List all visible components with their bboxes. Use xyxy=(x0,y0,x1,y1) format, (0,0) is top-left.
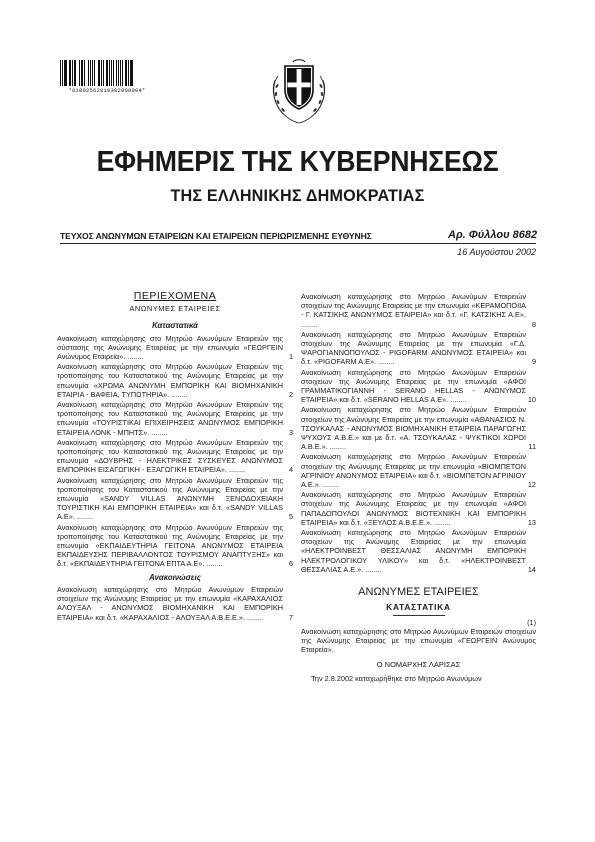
toc-entry-text xyxy=(57,438,293,475)
barcode-bar xyxy=(77,60,78,86)
toc-entry-text xyxy=(301,452,536,489)
toc-entry-rest: Εταιρειών της σύστασης της Ανώνυμης Εταιρείας με την επωνυμία «ΓΕΩΡΓΕΙΝ Ανώνυμος Εταιρεία». ........ xyxy=(57,333,283,362)
contents-subtitle: ΑΝΩΝΥΜΕΣ ΕΤΑΙΡΕΙΕΣ xyxy=(129,304,221,314)
toc-entry-text xyxy=(57,476,293,522)
toc-entry-first-line: Ανακοίνωση καταχώρησης στο Μητρώο Ανωνύμων xyxy=(301,405,487,415)
item-number: (1) xyxy=(527,617,536,627)
barcode-bar xyxy=(116,60,117,86)
toc-entry xyxy=(301,368,536,405)
toc-page-number: 1 xyxy=(288,352,293,362)
toc-entry-first-line: Ανακοίνωση καταχώρησης στο Μητρώο Ανωνύμων xyxy=(57,400,232,410)
toc-entry-text xyxy=(301,528,536,574)
barcode-bar xyxy=(134,60,135,86)
section-statutes-heading: Καταστατικά xyxy=(152,321,198,331)
toc-entry-first-line: Ανακοίνωση καταχώρησης στο Μητρώο Ανωνύμων xyxy=(301,490,487,500)
barcode-bar xyxy=(75,60,76,86)
toc-entry xyxy=(57,523,293,569)
toc-page-number: 6 xyxy=(288,559,293,569)
toc-entry-first-line: Ανακοίνωση καταχώρησης στο Μητρώο Ανωνύμων xyxy=(301,367,487,377)
toc-page-number: 5 xyxy=(288,512,293,522)
barcode-bar xyxy=(65,60,66,86)
toc-entry xyxy=(57,476,293,522)
body-heading: ΑΝΩΝΥΜΕΣ ΕΤΑΙΡΕΙΕΣ xyxy=(358,586,479,599)
barcode-bar xyxy=(60,60,61,86)
toc-entry xyxy=(301,528,536,574)
barcode-bar xyxy=(74,60,75,86)
barcode-bar xyxy=(118,60,119,86)
toc-entry xyxy=(57,438,293,475)
barcode-bar xyxy=(106,60,108,86)
barcode-bar xyxy=(98,60,99,86)
barcode-bar xyxy=(99,60,100,86)
barcode-bar xyxy=(130,60,131,86)
issue-label: ΤΕΥΧΟΣ ΑΝΩΝΥΜΩΝ ΕΤΑΙΡΕΙΩΝ ΚΑΙ ΕΤΑΙΡΕΙΩΝ ΠΕΡΙΩΡΙΣΜΕΝΗΣ ΕΥΘΥΝΗΣ xyxy=(60,231,372,241)
toc-entry-first-line: Ανακοίνωση καταχώρησης στο Μητρώο Ανωνύμων xyxy=(57,333,232,343)
barcode-bar xyxy=(131,60,132,86)
toc-entry-rest: Εταιρειών στοιχείων της Ανώνυμης Εταιρείας με την επωνυμία «ΚΕΡΑΜΟΠΟΙΙΑ - Γ. ΚΑΤΣΙΚΗΣ ΑΝΩΝΥΜΟΣ ΕΤΑΙΡΕΙΑ» και δ.τ. «Γ. ΚΑΤΣΙΚΗΣ Α.Ε». ........ xyxy=(301,292,526,329)
barcode-number: *01002562010302900004* xyxy=(68,87,146,94)
toc-entry-text xyxy=(57,334,293,362)
toc-entry-text xyxy=(301,405,536,451)
toc-page-number: 7 xyxy=(288,612,293,622)
toc-entry-rest: Εταιρειών στοιχείων της Ανώνυμης Εταιρείας με την επωνυμία «ΒΙΟΜΠΕΤΟΝ ΑΓΡΙΝΙΟΥ ΑΝΩΝΥΜΟΣ ΕΤΑΙΡΕΙΑ» και δ.τ. «ΒΙΟΜΠΕΤΟΝ ΑΓΡΙΝΙΟΥ Α.Ε.». ........ xyxy=(301,452,526,490)
toc-entry-text xyxy=(57,523,293,569)
toc-entry-first-line: Ανακοίνωση καταχώρησης στο Μητρώο Ανωνύμων xyxy=(301,452,487,462)
contents-title: ΠΕΡΙΕΧΟΜΕΝΑ xyxy=(133,290,217,302)
toc-entry-text xyxy=(301,490,536,527)
toc-entry-rest: Εταιρειών στοιχείων της Ανώνυμης Εταιρείας με την επωνυμία «Γ.Δ. ΨΑΡΟΓΙΑΝΝΟΠΟΥΛΟΣ - PIGOFARM ΑΝΩΝΥΜΟΣ ΕΤΑΙΡΕΙΑ» και δ.τ. «PIGOFARM A.E». ........ xyxy=(301,329,526,367)
toc-page-number: 10 xyxy=(527,395,536,405)
toc-entry-text xyxy=(301,292,536,329)
toc-entry-first-line: Ανακοίνωση καταχώρησης στο Μητρώο Ανωνύμων xyxy=(57,475,232,485)
toc-entry-rest: Εταιρειών της τροποποίησης του Καταστατικού της Ανώνυμης Εταιρείας με την επωνυμία «ΕΚΠΑΙΔΕΥΤΗΡΙΑ ΓΕΙΤΟΝΑ ΑΝΩΝΥΜΟΣ ΕΤΑΙΡΕΙΑ ΕΚΠΑΙΔΕΥΣΗΣ ΠΕΡΙΒΑΛΛΟΝΤΟΣ ΤΟΥΡΙΣΜΟΥ ΑΝΑΠΤΥΞΗΣ» και δ.τ. «ΕΚΠΑΙΔΕΥΤΗΡΙΑ ΓΕΙΤΟΝΑ ΕΠΤΑ Α.Ε». ........ xyxy=(57,522,283,569)
toc-entry xyxy=(57,400,293,437)
toc-entry xyxy=(301,452,536,489)
gazette-title: ΕΦΗΜΕΡΙΣ ΤΗΣ ΚΥΒΕΡΝΗΣΕΩΣ xyxy=(96,146,499,178)
barcode-bar xyxy=(120,60,121,86)
barcode-bar xyxy=(113,60,114,86)
barcode-bars xyxy=(60,60,154,86)
announcement-entry-list xyxy=(57,585,293,622)
toc-entry-first-line: Ανακοίνωση καταχώρησης στο Μητρώο Ανωνύμων xyxy=(57,522,232,532)
body-last-line: Την 2.8.2002 καταχωρήθηκε στο Μητρώο Ανωνύμων xyxy=(311,673,482,683)
toc-entry-text xyxy=(57,585,293,622)
toc-entry-rest: Εταιρειών στοιχείων της Ανώνυμης Εταιρείας με την επωνυμία «ΗΛΕΚΤΡΟΙΝΒΕΣΤ ΘΕΣΣΑΛΙΑΣ ΑΝΩΝΥΜΗ ΕΜΠΟΡΙΚΗ ΗΛΕΚΤΡΟΛΟΓΙΚΟΥ ΥΛΙΚΟΥ» και δ.τ. «ΗΛΕΚΤΡΟΙΝΒΕΣΤ ΘΕΣΣΑΛΙΑΣ Α.Ε.». ........ xyxy=(301,528,526,574)
right-entry-list xyxy=(301,292,536,574)
toc-entry-text xyxy=(301,368,536,405)
gazette-subtitle: ΤΗΣ ΕΛΛΗΝΙΚΗΣ ΔΗΜΟΚΡΑΤΙΑΣ xyxy=(170,186,425,205)
toc-entry xyxy=(301,292,536,329)
toc-entry-rest: Εταιρειών στοιχείων της Ανώνυμης Εταιρείας με την επωνυμία «ΚΑΡΑΧΑΛΙΟΣ ΑΛΟΥΞΑΛ - ΑΝΩΝΥΜΟΣ ΒΙΟΜΗΧΑΝΙΚΗ ΚΑΙ ΕΜΠΟΡΙΚΗ ΕΤΑΙΡΕΙΑ» και δ.τ. «ΚΑΡΑΧΑΛΙΟΣ - ΑΛΟΥΞΑΛ Α.Β.Ε.Ε.». ........ xyxy=(57,584,283,622)
toc-entry-first-line: Ανακοίνωση καταχώρησης στο Μητρώο Ανωνύμων xyxy=(301,528,487,538)
toc-page-number: 8 xyxy=(531,319,536,329)
toc-page-number: 12 xyxy=(527,480,536,490)
header-divider xyxy=(60,243,536,244)
toc-entry-rest: Εταιρειών στοιχείων της Ανώνυμης Εταιρείας με την επωνυμία «ΑΦΟΙ ΓΡΑΜΜΑΤΙΚΟΓΙΑΝΝΗ - SERANO HELLAS - ΑΝΩΝΥΜΟΣ ΕΤΑΙΡΕΙΑ» και δ.τ. «SERANO HELLAS A.E». ........ xyxy=(301,367,526,405)
toc-entry-first-line: Ανακοίνωση καταχώρησης στο Μητρώο Ανωνύμων xyxy=(301,292,487,301)
toc-entry xyxy=(301,330,536,367)
barcode-bar xyxy=(128,60,129,86)
toc-page-number: 2 xyxy=(288,389,293,399)
toc-page-number: 14 xyxy=(527,564,536,574)
contents-right-column xyxy=(301,292,536,683)
barcode-bar xyxy=(79,60,80,86)
toc-entry xyxy=(301,490,536,527)
body-subheading: ΚΑΤΑΣΤΑΤΙΚΑ xyxy=(386,602,451,613)
barcode-bar xyxy=(69,60,71,86)
sheet-number: Αρ. Φύλλου 8682 xyxy=(448,229,538,241)
toc-entry-rest: Εταιρειών στοιχείων της Ανώνυμης Εταιρείας με την επωνυμία «ΑΘΑΝΑΣΙΟΣ Ν. ΤΣΟΥΚΑΛΑΣ - ΑΝΩΝΥΜΟΣ ΒΙΟΜΗΧΑΝΙΚΗ ΕΤΑΙΡΕΙΑ ΠΑΡΑΓΩΓΗΣ ΨΥΧΟΥΣ Α.Β.Ε.» και με δ.τ. «Α. ΤΣΟΥΚΑΛΑΣ - ΨΥΚΤΙΚΟΙ ΧΩΡΟΙ Α.Β.Ε.». ........ xyxy=(301,405,526,452)
toc-page-number: 4 xyxy=(288,465,293,475)
barcode-bar xyxy=(115,60,116,86)
toc-page-number: 9 xyxy=(531,357,536,367)
toc-entry xyxy=(57,362,293,399)
item-text: Ανακοίνωση καταχώρησης στο Μητρώο Ανωνύμων Εταιρειών στοιχείων της Ανώνυμης Εταιρείας με την επωνυμία «ΓΕΩΡΓΕΙΝ Ανώνυμος Εταιρεία». xyxy=(301,626,536,655)
issue-date: 16 Αυγούστου 2002 xyxy=(457,247,536,257)
toc-entry-first-line: Ανακοίνωση καταχώρησης στο Μητρώο Ανωνύμων xyxy=(57,362,232,372)
toc-entry-rest: Εταιρειών της τροποποίησης του Καταστατικού της Ανώνυμης Εταιρείας με την επωνυμία «ΧΡΩΜΑ ΑΝΩΝΥΜΗ ΕΜΠΟΡΙΚΗ ΚΑΙ ΒΙΟΜΗΧΑΝΙΚΗ ΕΤΑΙΡΙΑ - ΒΑΦΕΙΑ, ΤΥΠΩΤΗΡΙΑ». ........ xyxy=(57,362,283,399)
barcode-bar xyxy=(94,60,95,86)
barcode-bar xyxy=(82,60,83,86)
barcode-bar xyxy=(86,60,87,86)
toc-entry-rest: Εταιρειών στοιχείων της Ανώνυμης Εταιρείας με την επωνυμία «ΑΦΟΙ ΠΑΠΑΔΟΠΟΥΛΟΙ ΑΝΩΝΥΜΟΣ ΒΙΟΤΕΧΝΙΚΗ ΚΑΙ ΕΜΠΟΡΙΚΗ ΕΤΑΙΡΕΙΑ» και δ.τ. «ΞΕΥΛΟΣ Α.Β.Ε.Ε.». ........ xyxy=(301,490,526,527)
barcode-bar xyxy=(62,60,63,86)
contents-left-column xyxy=(57,292,293,623)
barcode-bar xyxy=(123,60,124,86)
toc-entry xyxy=(57,585,293,622)
barcode-bar xyxy=(84,60,85,86)
toc-page-number: 13 xyxy=(527,517,536,527)
toc-entry xyxy=(57,334,293,362)
toc-entry-first-line: Ανακοίνωση καταχώρησης στο Μητρώο Ανωνύμων xyxy=(57,437,232,447)
toc-entry-first-line: Ανακοίνωση καταχώρησης στο Μητρώο Ανωνύμων xyxy=(57,584,244,594)
toc-entry-rest: Εταιρειών της τροποποίησης του Καταστατικού της Ανώνυμης Εταιρείας με την επωνυμία «SANDY VILLAS ΑΝΩΝΥΜΗ ΞΕΝΟΔΟΧΕΙΑΚΗ ΤΟΥΡΙΣΤΙΚΗ ΚΑΙ ΕΜΠΟΡΙΚΗ ΕΤΑΙΡΕΙΑ» και δ.τ. «SANDY VILLAS Α.Ε». ........ xyxy=(57,475,283,522)
barcode-bar xyxy=(88,60,89,86)
barcode xyxy=(60,60,154,96)
left-entry-list xyxy=(57,334,293,569)
toc-entry-rest: Εταιρειών της τροποποίησης του Καταστατικού της Ανώνυμης Εταιρείας με την επωνυμία «ΔΟΥΒΡΗΣ - ΗΛΕΚΤΡΙΚΕΣ ΣΥΣΚΕΥΕΣ ΑΝΩΝΥΜΟΣ ΕΜΠΟΡΙΚΗ ΕΙΣΑΓΩΓΙΚΗ - ΕΞΑΓΩΓΙΚΗ ΕΤΑΙΡΕΙΑ». ........ xyxy=(57,437,283,475)
barcode-bar xyxy=(64,60,65,86)
barcode-bar xyxy=(90,60,92,86)
subheading-rule xyxy=(393,615,445,616)
barcode-bar xyxy=(96,60,97,86)
toc-entry-rest: Εταιρειών της τροποποίησης του Καταστατικού της Ανώνυμης Εταιρείας με την επωνυμία «ΤΟΥΡΙΣΤΙΚΑΙ ΕΠΙΧΕΙΡΗΣΕΙΣ ΑΝΩΝΥΜΟΣ ΕΜΠΟΡΙΚΗ ΕΤΑΙΡΕΙΑ ΛΟΝΚ - ΜΠΗΤΣ». ........ xyxy=(57,400,283,437)
barcode-bar xyxy=(92,60,93,86)
barcode-bar xyxy=(103,60,104,86)
greek-coat-of-arms-emblem xyxy=(268,56,330,126)
barcode-bar xyxy=(122,60,123,86)
barcode-bar xyxy=(101,60,102,86)
authority-line: Ο ΝΟΜΑΡΧΗΣ ΛΑΡΙΣΑΣ xyxy=(376,660,461,670)
toc-page-number: 3 xyxy=(288,427,293,437)
barcode-bar xyxy=(105,60,106,86)
toc-entry-text xyxy=(301,330,536,367)
toc-entry-first-line: Ανακοίνωση καταχώρησης στο Μητρώο Ανωνύμων xyxy=(301,329,487,339)
toc-entry xyxy=(301,405,536,451)
barcode-bar xyxy=(111,60,112,86)
barcode-bar xyxy=(72,60,73,86)
barcode-bar xyxy=(109,60,110,86)
barcode-bar xyxy=(81,60,82,86)
barcode-bar xyxy=(68,60,69,86)
barcode-bar xyxy=(125,60,127,86)
section-announcements-heading: Ανακοινώσεις xyxy=(149,572,201,582)
toc-entry-text xyxy=(57,400,293,437)
toc-entry-text xyxy=(57,362,293,399)
toc-page-number: 11 xyxy=(528,442,536,452)
